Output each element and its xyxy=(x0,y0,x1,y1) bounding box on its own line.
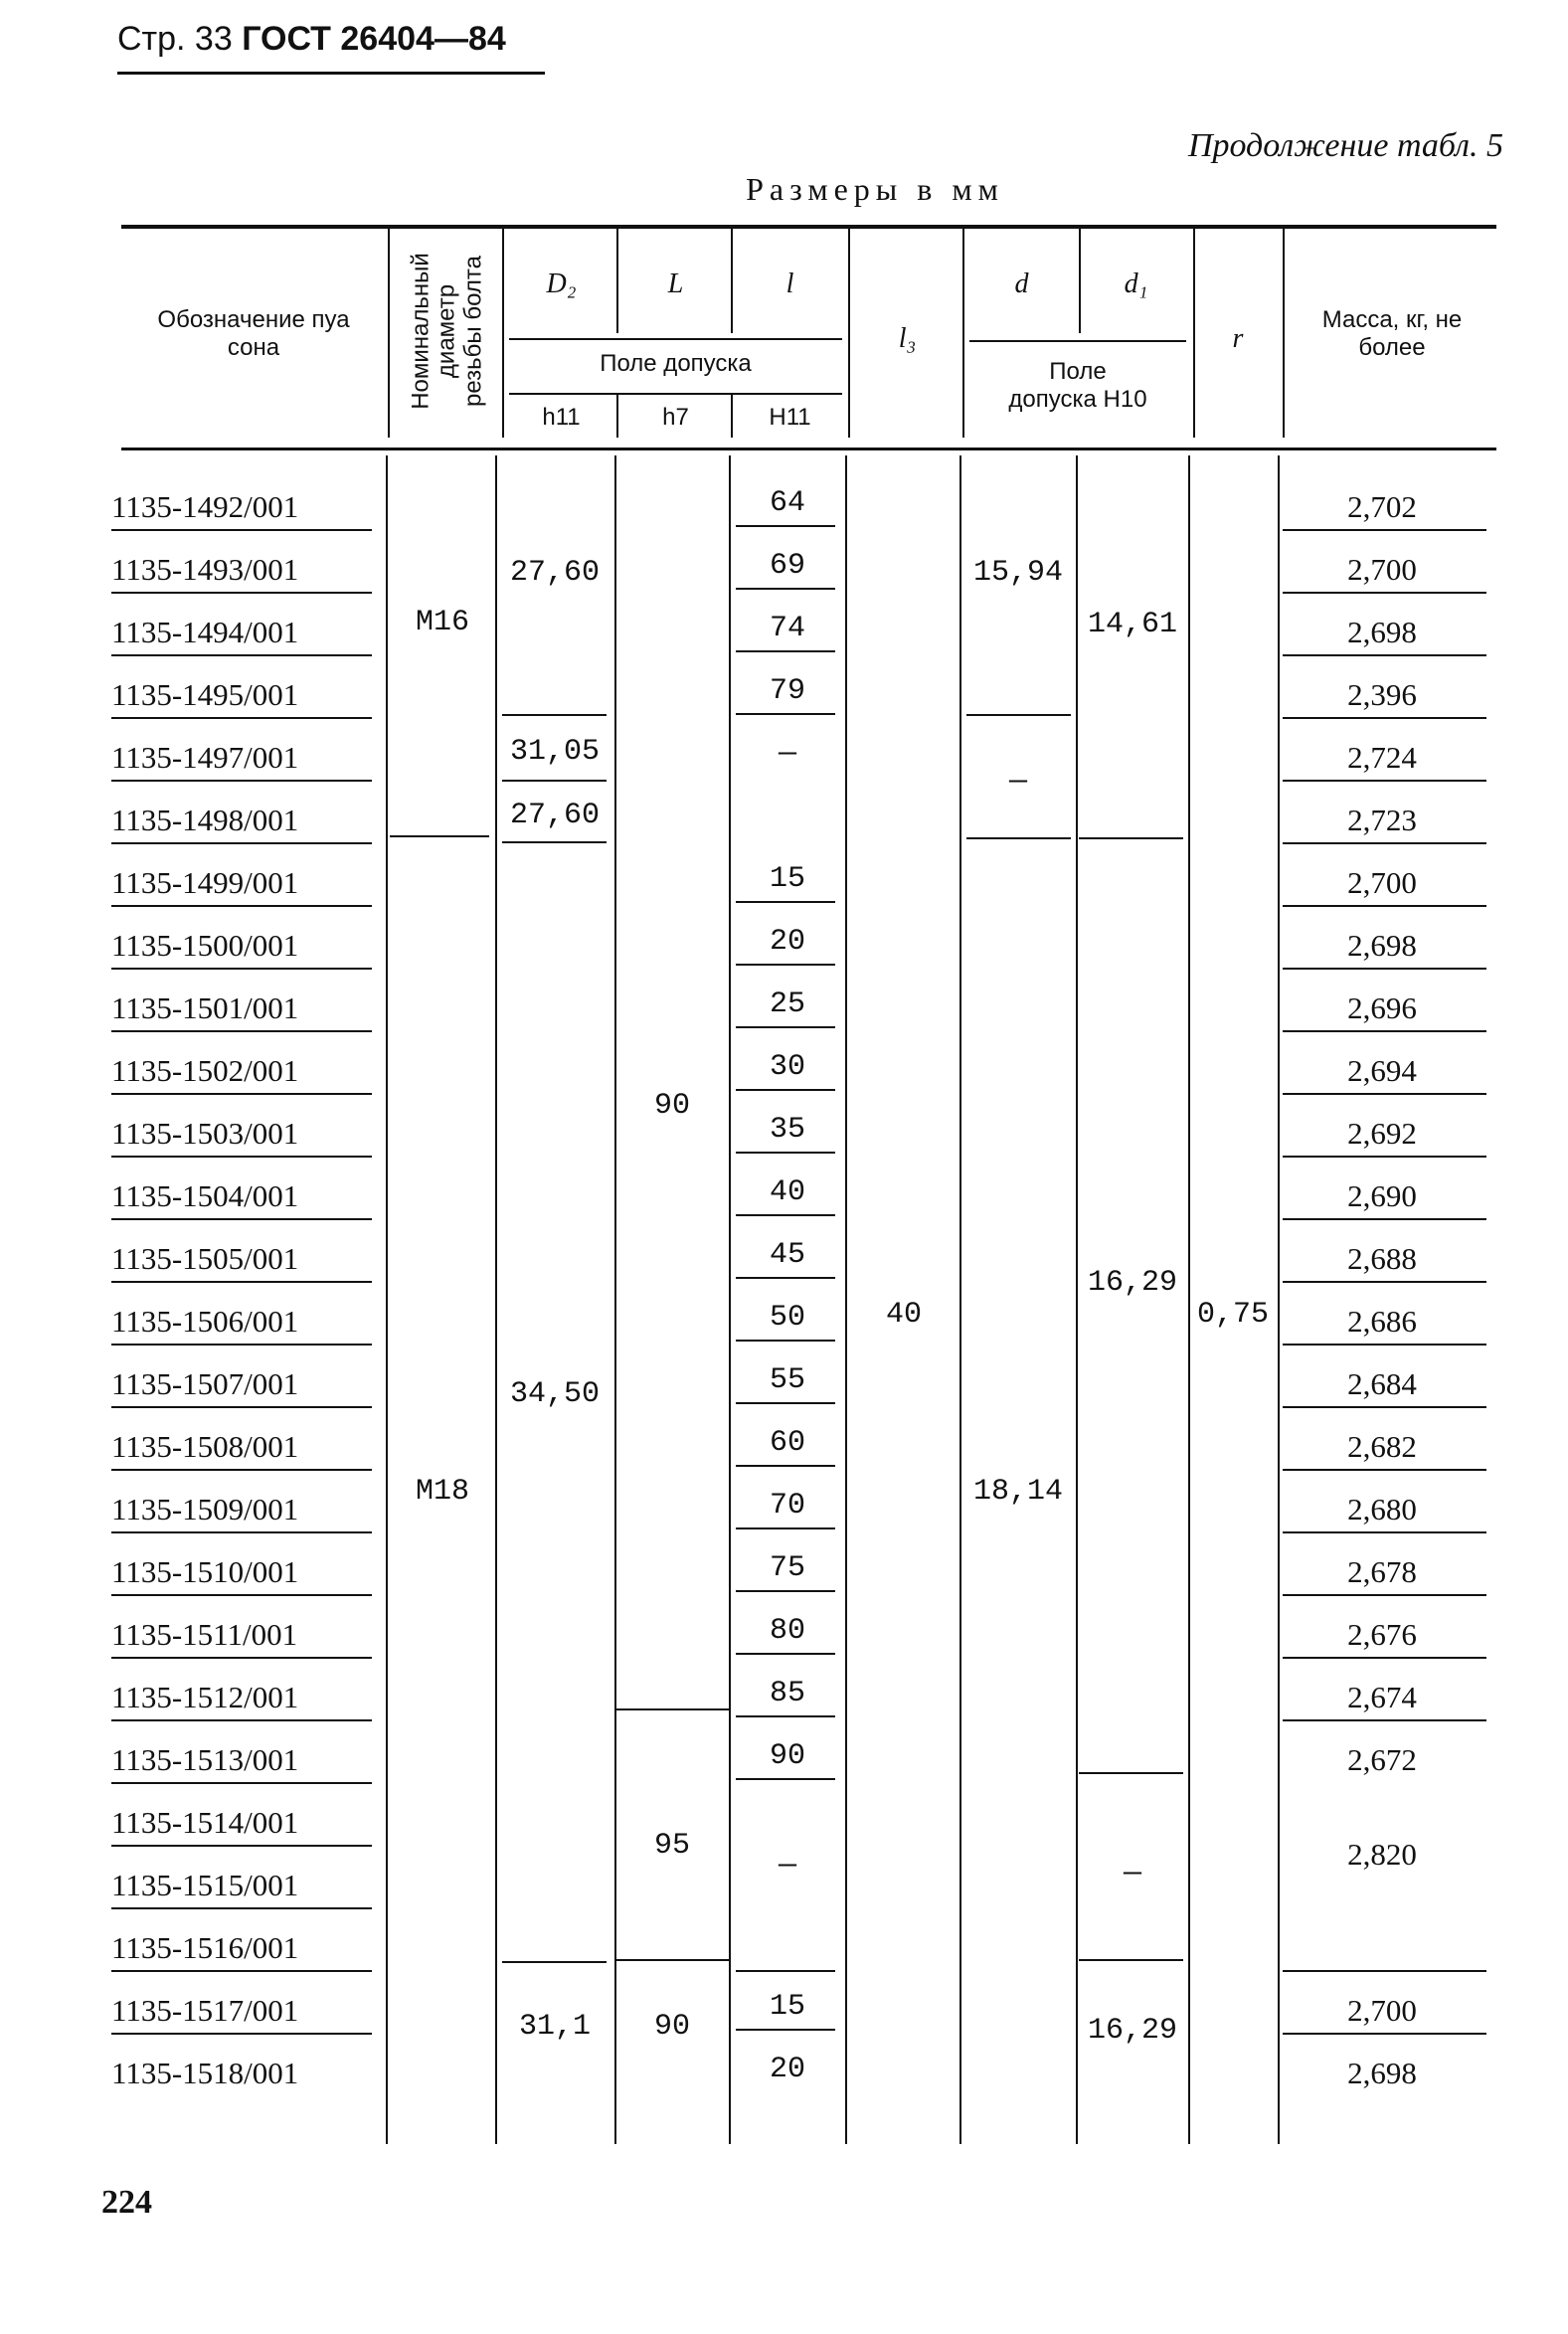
row-l-value: 55 xyxy=(769,1363,805,1397)
row-designation: 1135-1512/001 xyxy=(111,1680,299,1714)
row-l-rule xyxy=(736,1970,835,1972)
row-l-value: 60 xyxy=(769,1426,805,1460)
tol-L: h7 xyxy=(662,404,689,431)
body-divider xyxy=(959,455,961,2144)
row-l-rule xyxy=(736,588,835,590)
col-mass: Масса, кг, не более xyxy=(1321,306,1463,361)
thread-m16: M16 xyxy=(415,606,469,639)
row-l-rule xyxy=(736,1089,835,1091)
L-separator xyxy=(614,1959,729,1961)
col-l: l xyxy=(785,269,794,299)
row-designation: 1135-1502/001 xyxy=(111,1053,299,1088)
row-mass: 2,694 xyxy=(1347,1053,1417,1088)
row-designation: 1135-1509/001 xyxy=(111,1492,299,1526)
col-L: L xyxy=(667,269,684,299)
col-thread-label: Номинальный диаметр резьбы болта xyxy=(406,252,486,410)
body-divider xyxy=(495,455,497,2144)
row-l-rule xyxy=(736,964,835,966)
d1-value: 16,29 xyxy=(1087,1266,1177,1300)
row-designation: 1135-1518/001 xyxy=(111,2056,299,2090)
row-designation: 1135-1517/001 xyxy=(111,1993,299,2028)
row-mass-rule xyxy=(1283,1030,1486,1032)
row-l-rule xyxy=(736,2029,835,2031)
row-mass-rule xyxy=(1283,905,1486,907)
hdr-subline xyxy=(509,393,842,395)
row-rule xyxy=(111,1030,372,1032)
row-rule xyxy=(111,1531,372,1533)
row-rule xyxy=(111,1344,372,1346)
row-l-value: 74 xyxy=(769,612,805,645)
row-mass: 2,688 xyxy=(1347,1241,1417,1276)
row-mass-rule xyxy=(1283,1093,1486,1095)
hdr-divider xyxy=(848,229,850,438)
row-l-value: 15 xyxy=(769,862,805,896)
row-mass: 2,396 xyxy=(1347,677,1417,712)
row-rule xyxy=(111,1406,372,1408)
row-l-rule xyxy=(736,1214,835,1216)
L-value: 90 xyxy=(653,1089,690,1123)
row-designation: 1135-1508/001 xyxy=(111,1429,299,1464)
row-l-rule xyxy=(736,1402,835,1404)
d2-value: 27,60 xyxy=(509,799,600,832)
d2-value: 31,1 xyxy=(518,2010,591,2044)
d1-value: 16,29 xyxy=(1087,2014,1177,2048)
row-designation: 1135-1498/001 xyxy=(111,803,299,837)
col-r: r xyxy=(1232,323,1244,354)
row-l-value: 15 xyxy=(769,1990,805,2024)
header-rule xyxy=(117,72,545,75)
row-rule xyxy=(111,529,372,531)
l3-value: 40 xyxy=(885,1298,922,1332)
row-l-value: 40 xyxy=(769,1175,805,1209)
d2-separator xyxy=(502,780,607,782)
row-l-rule xyxy=(736,1152,835,1154)
row-l-rule xyxy=(736,525,835,527)
row-rule xyxy=(111,780,372,782)
row-mass-rule xyxy=(1283,780,1486,782)
col-d: d xyxy=(1014,269,1029,299)
page-number: 224 xyxy=(101,2184,152,2221)
row-mass: 2,680 xyxy=(1347,1492,1417,1526)
row-rule xyxy=(111,1845,372,1847)
row-designation: 1135-1514/001 xyxy=(111,1805,299,1840)
row-l-value: 70 xyxy=(769,1489,805,1523)
row-l-rule xyxy=(736,1778,835,1780)
row-mass: 2,682 xyxy=(1347,1429,1417,1464)
hdr-divider xyxy=(962,229,964,438)
row-l-value: 75 xyxy=(769,1551,805,1585)
row-mass: 2,700 xyxy=(1347,1993,1417,2028)
tol-l: H11 xyxy=(769,404,811,431)
thread-m18: M18 xyxy=(415,1475,469,1509)
row-l-rule xyxy=(736,1715,835,1717)
row-rule xyxy=(111,1093,372,1095)
row-l-value: 20 xyxy=(769,2053,805,2086)
row-rule xyxy=(111,1970,372,1972)
row-designation: 1135-1506/001 xyxy=(111,1304,299,1339)
row-rule xyxy=(111,968,372,970)
row-mass-rule xyxy=(1283,1218,1486,1220)
row-rule xyxy=(111,1719,372,1721)
hdr-subline xyxy=(509,338,842,340)
row-mass: 2,690 xyxy=(1347,1178,1417,1213)
d2-separator xyxy=(502,841,607,843)
d2-value: 34,50 xyxy=(509,1377,600,1411)
row-mass: 2,698 xyxy=(1347,928,1417,963)
row-mass: 2,676 xyxy=(1347,1617,1417,1652)
tol-D2: h11 xyxy=(542,404,581,431)
hdr-divider xyxy=(1193,229,1195,438)
row-mass-rule xyxy=(1283,1281,1486,1283)
row-designation: 1135-1505/001 xyxy=(111,1241,299,1276)
row-designation: 1135-1507/001 xyxy=(111,1366,299,1401)
row-l-rule xyxy=(736,650,835,652)
row-mass-rule xyxy=(1283,1531,1486,1533)
d1-value: — xyxy=(1123,1857,1141,1890)
hdr-divider xyxy=(731,229,733,333)
row-mass: 2,698 xyxy=(1347,615,1417,649)
body-divider xyxy=(1278,455,1280,2144)
row-mass-rule xyxy=(1283,1719,1486,1721)
row-mass: 2,696 xyxy=(1347,990,1417,1025)
row-mass: 2,692 xyxy=(1347,1116,1417,1151)
row-designation: 1135-1503/001 xyxy=(111,1116,299,1151)
row-l-value: 69 xyxy=(769,549,805,583)
row-l-rule xyxy=(736,1026,835,1028)
row-mass: 2,686 xyxy=(1347,1304,1417,1339)
row-l-rule xyxy=(736,1465,835,1467)
d2-separator xyxy=(502,714,607,716)
row-rule xyxy=(111,654,372,656)
row-rule xyxy=(111,1156,372,1158)
col-d1: d₁ xyxy=(1124,269,1148,299)
d1-separator xyxy=(1079,837,1183,839)
row-l-rule xyxy=(736,901,835,903)
row-l-value: 85 xyxy=(769,1677,805,1710)
tol-d-label: Поле допуска H10 xyxy=(1008,358,1147,413)
body-divider xyxy=(386,455,388,2144)
thread-separator xyxy=(390,835,489,837)
row-rule xyxy=(111,1281,372,1283)
row-l-value: 25 xyxy=(769,987,805,1021)
hdr-subline xyxy=(969,340,1186,342)
row-mass-rule xyxy=(1283,2033,1486,2035)
row-rule xyxy=(111,1218,372,1220)
col-designation: Обозначение пуа сона xyxy=(157,306,350,361)
d-value: 15,94 xyxy=(972,556,1063,590)
row-mass-rule xyxy=(1283,654,1486,656)
row-rule xyxy=(111,592,372,594)
d-value: 18,14 xyxy=(972,1475,1063,1509)
row-mass-rule xyxy=(1283,1469,1486,1471)
L-separator xyxy=(614,1708,729,1710)
row-designation: 1135-1501/001 xyxy=(111,990,299,1025)
d-separator xyxy=(966,837,1071,839)
page-prefix: Стр. 33 xyxy=(117,20,233,58)
row-designation: 1135-1492/001 xyxy=(111,489,299,524)
hdr-divider xyxy=(1283,229,1285,438)
row-designation: 1135-1513/001 xyxy=(111,1742,299,1777)
body-divider xyxy=(845,455,847,2144)
row-mass: 2,678 xyxy=(1347,1554,1417,1589)
row-l-value: 20 xyxy=(769,925,805,959)
row-designation: 1135-1500/001 xyxy=(111,928,299,963)
row-l-value: 79 xyxy=(769,674,805,708)
body-divider xyxy=(729,455,731,2144)
r-value: 0,75 xyxy=(1196,1298,1269,1332)
row-l-value: 30 xyxy=(769,1050,805,1084)
row-l-rule xyxy=(736,713,835,715)
sizes-note: Размеры в мм xyxy=(746,171,1004,207)
row-l-rule xyxy=(736,1653,835,1655)
continuation-note: Продолжение табл. 5 xyxy=(1187,127,1503,164)
row-rule xyxy=(111,1594,372,1596)
tolerance-field-label: Поле допуска xyxy=(600,350,752,377)
row-mass-rule xyxy=(1283,1594,1486,1596)
row-mass-rule xyxy=(1283,529,1486,531)
col-D2: D₂ xyxy=(546,269,577,299)
row-l-value: 64 xyxy=(769,486,805,520)
row-l-rule xyxy=(736,1590,835,1592)
row-l-value: 50 xyxy=(769,1301,805,1335)
row-mass: 2,700 xyxy=(1347,552,1417,587)
row-mass-rule xyxy=(1283,717,1486,719)
header-bottom-border xyxy=(121,448,1496,450)
body-divider xyxy=(614,455,616,2144)
row-rule xyxy=(111,1657,372,1659)
row-designation: 1135-1493/001 xyxy=(111,552,299,587)
row-mass: 2,698 xyxy=(1347,2056,1417,2090)
row-designation: 1135-1510/001 xyxy=(111,1554,299,1589)
d1-value: 14,61 xyxy=(1087,608,1177,641)
row-l-rule xyxy=(736,1527,835,1529)
d2-separator xyxy=(502,1961,607,1963)
row-mass-rule xyxy=(1283,1970,1486,1972)
col-thread xyxy=(390,229,504,433)
hdr-divider xyxy=(731,393,733,438)
d1-separator xyxy=(1079,1772,1183,1774)
row-l-value: — xyxy=(778,1849,796,1883)
row-l-value: 45 xyxy=(769,1238,805,1272)
row-mass-rule xyxy=(1283,968,1486,970)
row-mass: 2,700 xyxy=(1347,865,1417,900)
row-designation: 1135-1497/001 xyxy=(111,740,299,775)
d-separator xyxy=(966,714,1071,716)
page-header xyxy=(117,20,506,59)
row-l-value: — xyxy=(778,737,796,771)
d2-value: 31,05 xyxy=(509,735,600,769)
row-rule xyxy=(111,1782,372,1784)
row-designation: 1135-1504/001 xyxy=(111,1178,299,1213)
row-designation: 1135-1515/001 xyxy=(111,1868,299,1902)
row-mass-rule xyxy=(1283,842,1486,844)
row-mass-rule xyxy=(1283,1156,1486,1158)
L-value: 95 xyxy=(653,1829,690,1863)
row-mass-rule xyxy=(1283,592,1486,594)
row-designation: 1135-1516/001 xyxy=(111,1930,299,1965)
row-mass-rule xyxy=(1283,1344,1486,1346)
row-l-value: 80 xyxy=(769,1614,805,1648)
row-rule xyxy=(111,905,372,907)
col-l3: l₃ xyxy=(898,323,917,354)
table-top-border xyxy=(121,225,1496,229)
row-mass: 2,672 xyxy=(1347,1742,1417,1777)
row-l-rule xyxy=(736,1277,835,1279)
body-divider xyxy=(1076,455,1078,2144)
hdr-divider xyxy=(1079,229,1081,333)
row-mass: 2,684 xyxy=(1347,1366,1417,1401)
d1-separator xyxy=(1079,1959,1183,1961)
row-mass-rule xyxy=(1283,1406,1486,1408)
row-rule xyxy=(111,717,372,719)
hdr-divider xyxy=(616,393,618,438)
row-designation: 1135-1511/001 xyxy=(111,1617,298,1652)
row-designation: 1135-1495/001 xyxy=(111,677,299,712)
row-designation: 1135-1499/001 xyxy=(111,865,299,900)
row-mass-rule xyxy=(1283,1657,1486,1659)
row-rule xyxy=(111,842,372,844)
row-mass: 2,674 xyxy=(1347,1680,1417,1714)
row-mass: 2,723 xyxy=(1347,803,1417,837)
row-l-value: 90 xyxy=(769,1739,805,1773)
L-value: 90 xyxy=(653,2010,690,2044)
d-value: — xyxy=(1008,765,1027,799)
row-rule xyxy=(111,2033,372,2035)
row-l-value: 35 xyxy=(769,1113,805,1147)
hdr-divider xyxy=(616,229,618,333)
row-mass: 2,724 xyxy=(1347,740,1417,775)
standard-number: ГОСТ 26404—84 xyxy=(242,20,506,58)
row-l-rule xyxy=(736,1340,835,1342)
row-mass: 2,820 xyxy=(1347,1836,1417,1872)
row-designation: 1135-1494/001 xyxy=(111,615,299,649)
row-mass: 2,702 xyxy=(1347,489,1417,524)
row-rule xyxy=(111,1469,372,1471)
row-rule xyxy=(111,1907,372,1909)
d2-value: 27,60 xyxy=(509,556,600,590)
